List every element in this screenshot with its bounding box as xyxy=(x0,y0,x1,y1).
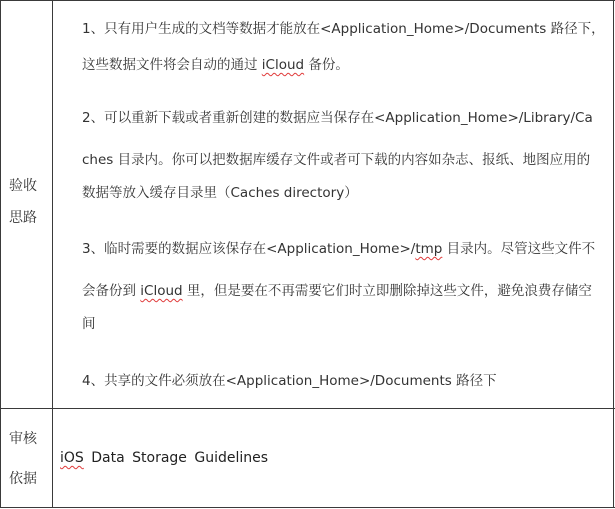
table-border-right xyxy=(613,0,614,508)
paragraph-line: 间 xyxy=(82,316,96,332)
row-label-line: 依据 xyxy=(9,471,37,487)
table-row-divider xyxy=(0,408,615,409)
paragraph-2 xyxy=(82,100,612,211)
spellcheck-word: iCloud xyxy=(140,283,183,299)
paragraph-4 xyxy=(82,363,612,399)
paragraph-line: 2、可以重新下载或者重新创建的数据应当保存在<Application_Home>/Library/Ca xyxy=(82,110,593,126)
table-border-bottom xyxy=(0,507,615,508)
table-border-left xyxy=(0,0,1,508)
spellcheck-word: iCloud xyxy=(261,57,305,73)
paragraph-1 xyxy=(82,11,612,83)
paragraph-line: 4、共享的文件必须放在<Application_Home>/Documents 路径下 xyxy=(82,373,497,389)
row-label-review-basis xyxy=(9,430,37,488)
spellcheck-word: tmp xyxy=(415,241,443,257)
paragraph-line: 1、只有用户生成的文档等数据才能放在<Application_Home>/Documents 路径下， xyxy=(82,21,605,37)
table-column-divider xyxy=(52,0,53,508)
table-border-top xyxy=(0,0,615,1)
row-label-line: 审核 xyxy=(9,431,37,447)
review-basis-text: iOS Data Storage Guidelines xyxy=(60,450,269,466)
paragraph-line: 3、临时需要的数据应该保存在<Application_Home>/tmp 目录内。尽管这些文件不 xyxy=(82,241,596,257)
paragraph-line: 会备份到 iCloud 里，但是要在不再需要它们时立即删除掉这些文件，避免浪费存储空 xyxy=(82,283,592,299)
spellcheck-word: iOS xyxy=(60,450,84,466)
paragraph-line: 这些数据文件将会自动的通过 iCloud 备份。 xyxy=(82,57,349,73)
row-label-line: 验收 xyxy=(9,178,37,194)
paragraph-3 xyxy=(82,231,612,342)
paragraph-line: ches 目录内。你可以把数据库缓存文件或者可下载的内容如杂志、报纸、地图应用的 xyxy=(82,152,591,168)
row-label-line: 思路 xyxy=(9,210,37,226)
paragraph-line: 数据等放入缓存目录里（Caches directory） xyxy=(82,185,358,201)
row-label-acceptance xyxy=(9,177,37,227)
